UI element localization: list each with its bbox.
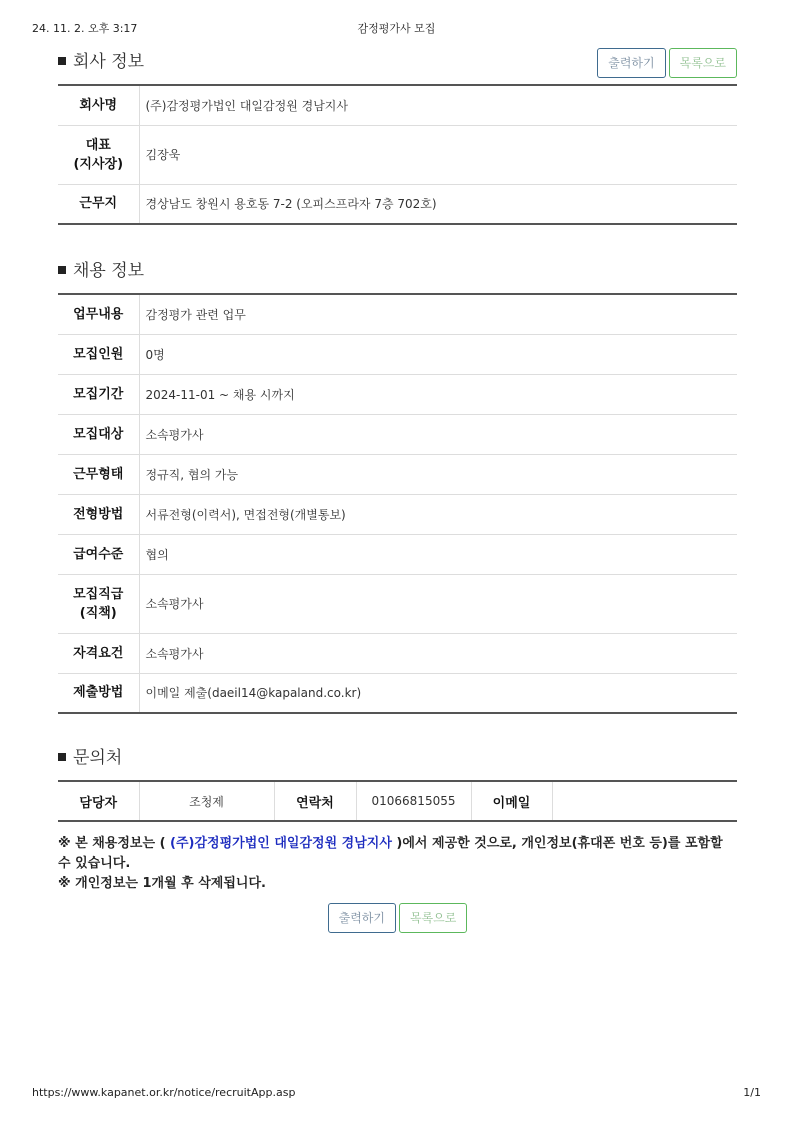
phone-label: 연락처 bbox=[274, 781, 356, 821]
phone-value: 01066815055 bbox=[356, 781, 471, 821]
recruit-section-header bbox=[58, 225, 737, 293]
table-row bbox=[58, 574, 737, 633]
table-row bbox=[58, 673, 737, 713]
print-button[interactable]: 출력하기 bbox=[597, 48, 665, 78]
employment-type-value: 정규직, 협의 가능 bbox=[139, 454, 737, 494]
target-label: 모집대상 bbox=[58, 414, 139, 454]
notice-line-2: ※ 개인정보는 1개월 후 삭제됩니다. bbox=[58, 876, 266, 891]
table-row bbox=[58, 334, 737, 374]
notice-line-1 bbox=[58, 834, 737, 874]
email-label: 이메일 bbox=[471, 781, 552, 821]
print-button[interactable]: 출력하기 bbox=[328, 903, 396, 933]
position-value: 소속평가사 bbox=[139, 574, 737, 633]
qualification-label: 자격요건 bbox=[58, 633, 139, 673]
company-name-label: 회사명 bbox=[58, 85, 139, 125]
page-url: https://www.kapanet.or.kr/notice/recruitApp.asp bbox=[32, 1086, 296, 1099]
period-value: 2024-11-01 ~ 채용 시까지 bbox=[139, 374, 737, 414]
table-row bbox=[58, 534, 737, 574]
contact-table bbox=[58, 780, 737, 822]
table-row bbox=[58, 414, 737, 454]
position-label-text: 모집직급 (직책) bbox=[73, 586, 124, 621]
salary-value: 협의 bbox=[139, 534, 737, 574]
table-row bbox=[58, 454, 737, 494]
table-row bbox=[58, 633, 737, 673]
table-row bbox=[58, 85, 737, 125]
recruit-detail bbox=[58, 42, 737, 933]
manager-label: 담당자 bbox=[58, 781, 139, 821]
table-row bbox=[58, 494, 737, 534]
workplace-value: 경상남도 창원시 용호동 7-2 (오피스프라자 7층 702호) bbox=[145, 197, 437, 212]
notice-suffix: )에서 제공한 것으로, 개인정보(휴대폰 번호 등)를 포함할 수 있습니다. bbox=[58, 836, 723, 871]
table-row bbox=[58, 125, 737, 184]
period-label: 모집기간 bbox=[58, 374, 139, 414]
list-button[interactable]: 목록으로 bbox=[399, 903, 467, 933]
representative-label bbox=[58, 125, 139, 184]
notice-company-name: (주)감정평가법인 대일감정원 경남지사 bbox=[170, 836, 392, 851]
page-number: 1/1 bbox=[743, 1086, 761, 1099]
salary-label: 급여수준 bbox=[58, 534, 139, 574]
bottom-button-group bbox=[58, 903, 737, 933]
contact-section-title-text: 문의처 bbox=[73, 748, 123, 768]
job-description-label: 업무내용 bbox=[58, 294, 139, 334]
employment-type-label: 근무형태 bbox=[58, 454, 139, 494]
recruit-section-title-text: 채용 정보 bbox=[73, 261, 145, 281]
company-name-value: (주)감정평가법인 대일감정원 경남지사 bbox=[139, 85, 737, 125]
table-row bbox=[58, 374, 737, 414]
list-button[interactable]: 목록으로 bbox=[669, 48, 737, 78]
table-row bbox=[58, 294, 737, 334]
company-section-title-text: 회사 정보 bbox=[73, 52, 145, 72]
headcount-value: 0명 bbox=[139, 334, 737, 374]
notice-prefix: ※ 본 채용정보는 ( bbox=[58, 836, 171, 851]
position-label bbox=[58, 574, 139, 633]
contact-section-title bbox=[58, 743, 122, 768]
bullet-square-icon bbox=[58, 266, 66, 274]
top-button-group bbox=[597, 48, 737, 78]
company-info-table bbox=[58, 84, 737, 225]
submission-method-value: 이메일 제출(daeil14@kapaland.co.kr) bbox=[145, 686, 362, 701]
job-description-value: 감정평가 관련 업무 bbox=[139, 294, 737, 334]
company-section-header bbox=[58, 42, 737, 84]
workplace-label: 근무지 bbox=[58, 184, 139, 224]
qualification-value: 소속평가사 bbox=[139, 633, 737, 673]
manager-value: 조청제 bbox=[139, 781, 274, 821]
target-value: 소속평가사 bbox=[139, 414, 737, 454]
email-value bbox=[552, 781, 737, 821]
bullet-square-icon bbox=[58, 57, 66, 65]
representative-value: 김장욱 bbox=[139, 125, 737, 184]
selection-process-label: 전형방법 bbox=[58, 494, 139, 534]
submission-method-label: 제출방법 bbox=[58, 673, 139, 713]
print-title: 감정평가사 모집 bbox=[357, 22, 436, 35]
print-header bbox=[32, 20, 761, 36]
recruit-section-title bbox=[58, 256, 144, 281]
company-section-title bbox=[58, 47, 144, 72]
recruit-info-table bbox=[58, 293, 737, 714]
print-footer bbox=[32, 1086, 761, 1102]
bullet-square-icon bbox=[58, 753, 66, 761]
table-row bbox=[58, 184, 737, 224]
representative-label-text: 대표 (지사장) bbox=[73, 137, 124, 172]
print-datetime: 24. 11. 2. 오후 3:17 bbox=[32, 22, 138, 35]
headcount-label: 모집인원 bbox=[58, 334, 139, 374]
table-row bbox=[58, 781, 737, 821]
contact-section-header bbox=[58, 714, 737, 780]
privacy-notice bbox=[58, 834, 737, 894]
selection-process-value: 서류전형(이력서), 면접전형(개별통보) bbox=[139, 494, 737, 534]
